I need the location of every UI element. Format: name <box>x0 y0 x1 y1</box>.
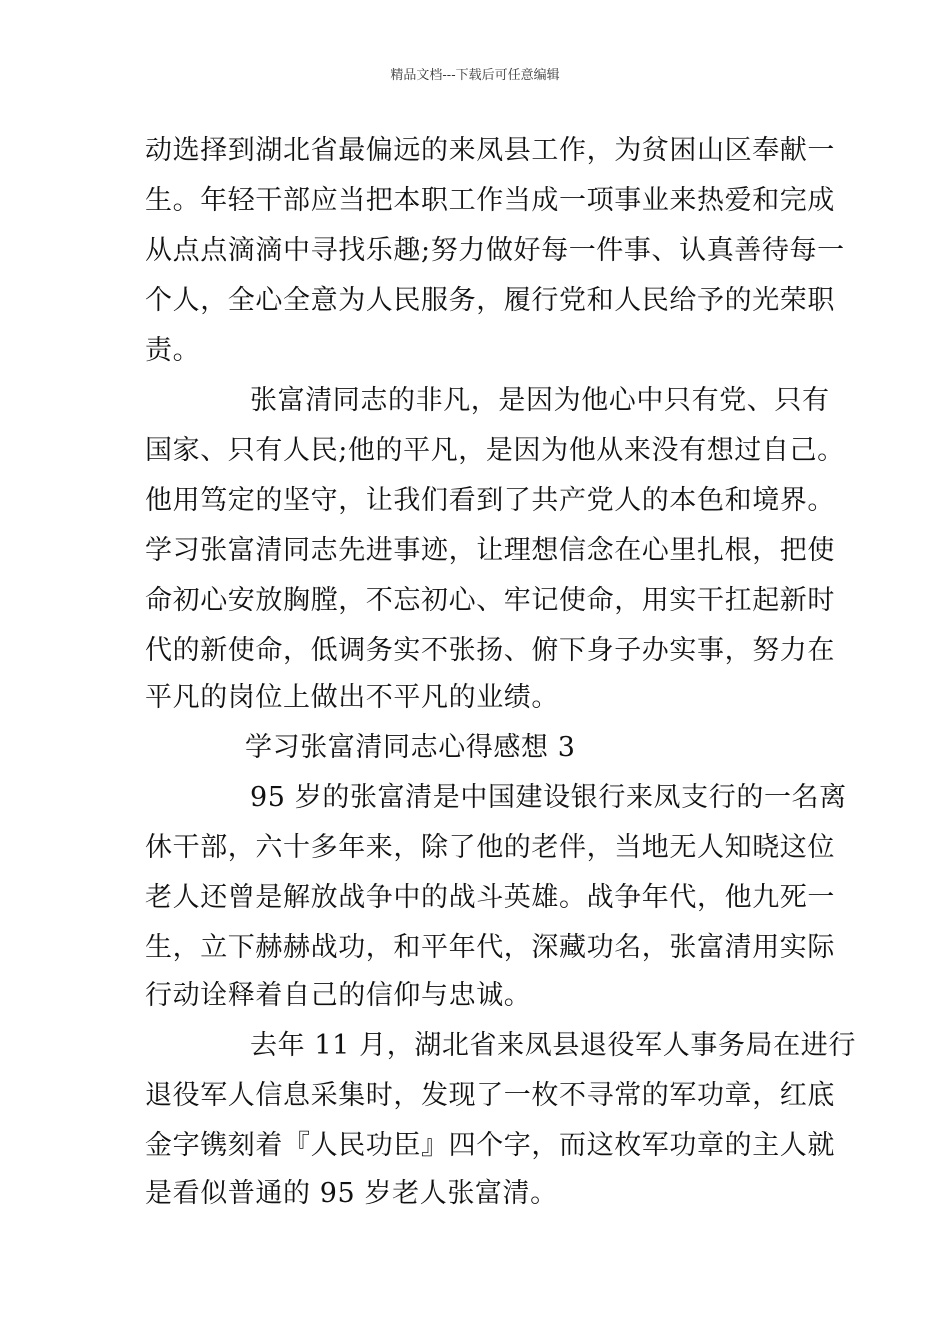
text-line: 95 岁的张富清是中国建设银行来凤支行的一名离 <box>250 782 847 813</box>
text-line: 个人，全心全意为人民服务，履行党和人民给予的光荣职 <box>145 285 835 316</box>
text-line: 行动诠释着自己的信仰与忠诚。 <box>145 980 532 1011</box>
text-line: 命初心安放胸膛，不忘初心、牢记使命，用实干扛起新时 <box>145 585 835 616</box>
page-header: 精品文档---下载后可任意编辑 <box>390 68 560 83</box>
text-line: 责。 <box>145 335 201 366</box>
text-line: 代的新使命，低调务实不张扬、俯下身子办实事，努力在 <box>145 635 835 666</box>
text-line: 休干部，六十多年来，除了他的老伴，当地无人知晓这位 <box>145 832 835 863</box>
text-line: 国家、只有人民;他的平凡，是因为他从来没有想过自己。 <box>145 435 845 466</box>
text-line: 老人还曾是解放战争中的战斗英雄。战争年代，他九死一 <box>145 882 835 913</box>
text-line: 是看似普通的 95 岁老人张富清。 <box>145 1178 558 1209</box>
text-line: 学习张富清同志先进事迹，让理想信念在心里扎根，把使 <box>145 535 835 566</box>
text-line: 动选择到湖北省最偏远的来凤县工作，为贫困山区奉献一 <box>145 135 835 166</box>
text-line: 生。年轻干部应当把本职工作当成一项事业来热爱和完成 <box>145 185 835 216</box>
text-line: 他用笃定的坚守，让我们看到了共产党人的本色和境界。 <box>145 485 835 516</box>
text-line: 张富清同志的非凡，是因为他心中只有党、只有 <box>250 385 830 416</box>
text-line: 退役军人信息采集时，发现了一枚不寻常的军功章，红底 <box>145 1080 835 1111</box>
section-heading: 学习张富清同志心得感想 3 <box>245 732 576 763</box>
text-line: 生，立下赫赫战功，和平年代，深藏功名，张富清用实际 <box>145 932 835 963</box>
text-line: 平凡的岗位上做出不平凡的业绩。 <box>145 682 559 713</box>
text-line: 去年 11 月，湖北省来凤县退役军人事务局在进行 <box>250 1030 856 1061</box>
text-line: 从点点滴滴中寻找乐趣;努力做好每一件事、认真善待每一 <box>145 235 845 266</box>
text-line: 金字镌刻着『人民功臣』四个字，而这枚军功章的主人就 <box>145 1130 835 1161</box>
